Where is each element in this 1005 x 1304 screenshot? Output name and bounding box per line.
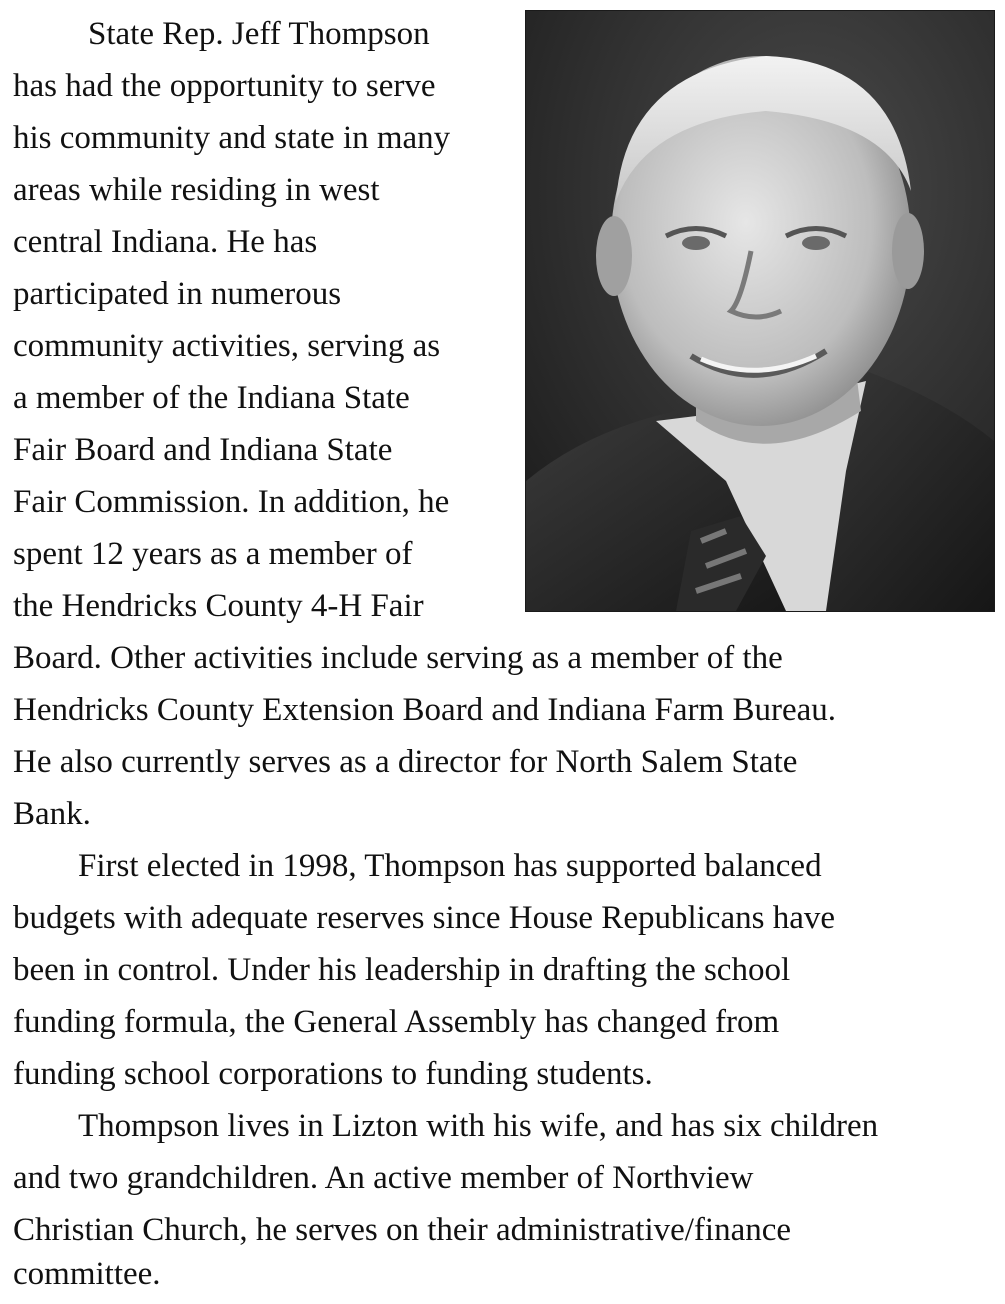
bio-p3-line: committee.: [13, 1256, 161, 1292]
bio-p2-line: budgets with adequate reserves since House Republicans have: [13, 900, 835, 936]
bio-p1-line: Hendricks County Extension Board and Indiana Farm Bureau.: [13, 692, 836, 728]
portrait-photo: [525, 10, 995, 612]
bio-p2-line: First elected in 1998, Thompson has supported balanced: [78, 848, 822, 884]
bio-p2-line: funding formula, the General Assembly has changed from: [13, 1004, 780, 1040]
bio-p1-line: participated in numerous: [13, 276, 342, 312]
bio-p1-line: the Hendricks County 4-H Fair: [13, 588, 424, 624]
bio-p3-line: and two grandchildren. An active member of Northview: [13, 1160, 754, 1196]
bio-p2-line: funding school corporations to funding students.: [13, 1056, 653, 1092]
bio-p1-line: has had the opportunity to serve: [13, 68, 436, 104]
bio-p3-line: Christian Church, he serves on their administrative/finance: [13, 1212, 792, 1248]
portrait-illustration: [526, 11, 994, 611]
bio-p1-line: Bank.: [13, 796, 91, 832]
bio-p1-line: community activities, serving as: [13, 328, 441, 364]
bio-p1-line: areas while residing in west: [13, 172, 380, 208]
bio-p1-line: his community and state in many: [13, 120, 451, 156]
bio-p2-line: been in control. Under his leadership in drafting the school: [13, 952, 791, 988]
bio-p1-line: central Indiana. He has: [13, 224, 318, 260]
bio-p1-line: State Rep. Jeff Thompson: [88, 16, 430, 52]
bio-p3-line: Thompson lives in Lizton with his wife, and has six children: [78, 1108, 879, 1144]
bio-p1-line: a member of the Indiana State: [13, 380, 410, 416]
bio-p1-line: Fair Commission. In addition, he: [13, 484, 450, 520]
bio-p1-line: spent 12 years as a member of: [13, 536, 413, 572]
bio-p1-line: Fair Board and Indiana State: [13, 432, 393, 468]
bio-p1-line: He also currently serves as a director for North Salem State: [13, 744, 798, 780]
bio-p1-line: Board. Other activities include serving as a member of the: [13, 640, 783, 676]
